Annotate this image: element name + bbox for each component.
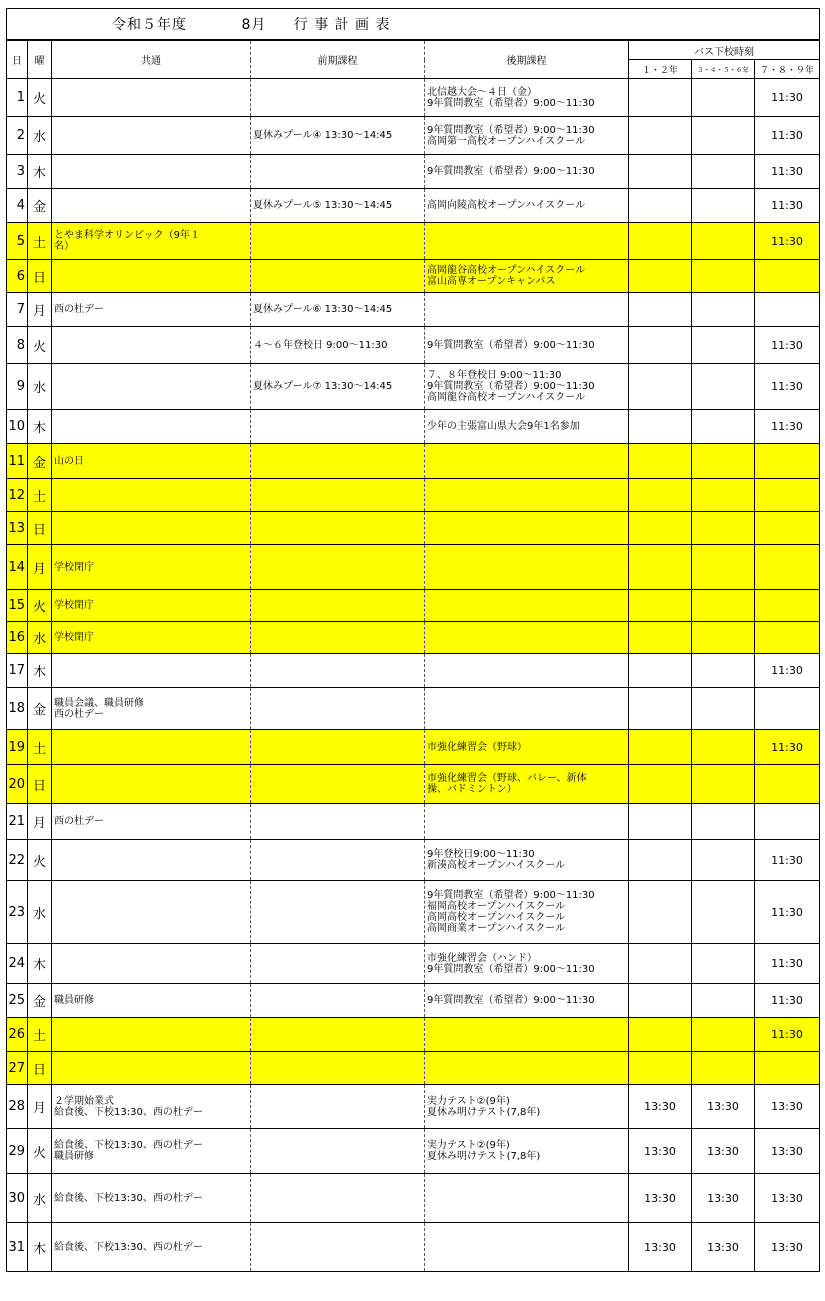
table-row [7, 688, 820, 730]
weekday-cell: 金 [28, 688, 52, 730]
bus-grade-7-9-cell: 11:30 [755, 327, 820, 364]
late-course-cell [425, 444, 629, 479]
day-cell: 1 [7, 79, 28, 117]
day-cell: 19 [7, 730, 28, 765]
weekday-cell: 火 [28, 1129, 52, 1174]
bus-grade-7-9-cell [755, 479, 820, 512]
weekday-cell: 日 [28, 765, 52, 804]
header-common: 共通 [52, 40, 251, 79]
table-row [7, 79, 820, 117]
bus-grade-7-9-cell: 13:30 [755, 1223, 820, 1272]
late-course-cell: 9年登校日9:00～11:30 新湊高校オープンハイスクール [425, 840, 629, 881]
early-course-cell: 夏休みプール④ 13:30～14:45 [251, 117, 425, 155]
early-course-cell [251, 260, 425, 293]
bus-grade-3-6-cell [692, 730, 755, 765]
table-row [7, 804, 820, 840]
weekday-cell: 金 [28, 189, 52, 223]
day-cell: 24 [7, 944, 28, 984]
bus-grade-7-9-cell: 13:30 [755, 1174, 820, 1223]
early-course-cell: 夏休みプール⑦ 13:30～14:45 [251, 364, 425, 410]
bus-grade-1-2-cell: 13:30 [629, 1129, 692, 1174]
early-course-cell [251, 1085, 425, 1129]
common-cell [52, 327, 251, 364]
table-row [7, 1052, 820, 1085]
bus-grade-3-6-cell [692, 984, 755, 1018]
bus-grade-7-9-cell: 11:30 [755, 944, 820, 984]
bus-grade-7-9-cell [755, 293, 820, 327]
early-course-cell: ４～６年登校日 9:00～11:30 [251, 327, 425, 364]
table-row [7, 984, 820, 1018]
day-cell: 12 [7, 479, 28, 512]
early-course-cell [251, 730, 425, 765]
bus-grade-1-2-cell [629, 364, 692, 410]
day-cell: 6 [7, 260, 28, 293]
bus-grade-1-2-cell [629, 293, 692, 327]
table-row [7, 1085, 820, 1129]
weekday-cell: 月 [28, 545, 52, 590]
table-row [7, 590, 820, 622]
early-course-cell [251, 479, 425, 512]
common-cell [52, 155, 251, 189]
bus-grade-1-2-cell [629, 155, 692, 189]
weekday-cell: 火 [28, 327, 52, 364]
header-bus-grade-3-6: ３・４・５・６年 [692, 60, 755, 79]
weekday-cell: 水 [28, 622, 52, 654]
early-course-cell [251, 984, 425, 1018]
table-row [7, 293, 820, 327]
bus-grade-7-9-cell [755, 444, 820, 479]
weekday-cell: 土 [28, 1018, 52, 1052]
late-course-cell: 市強化練習会（ハンド） 9年質問教室（希望者）9:00～11:30 [425, 944, 629, 984]
weekday-cell: 土 [28, 730, 52, 765]
table-row [7, 654, 820, 688]
bus-grade-7-9-cell [755, 622, 820, 654]
bus-grade-3-6-cell [692, 117, 755, 155]
weekday-cell: 木 [28, 1223, 52, 1272]
bus-grade-3-6-cell [692, 765, 755, 804]
bus-grade-3-6-cell [692, 364, 755, 410]
bus-grade-3-6-cell [692, 1018, 755, 1052]
common-cell: ２学期始業式 給食後、下校13:30、西の杜デー [52, 1085, 251, 1129]
early-course-cell [251, 654, 425, 688]
early-course-cell [251, 1018, 425, 1052]
weekday-cell: 木 [28, 654, 52, 688]
bus-grade-7-9-cell [755, 804, 820, 840]
early-course-cell [251, 1223, 425, 1272]
day-cell: 18 [7, 688, 28, 730]
bus-grade-1-2-cell [629, 410, 692, 444]
common-cell: 西の杜デー [52, 293, 251, 327]
late-course-cell [425, 512, 629, 545]
early-course-cell [251, 765, 425, 804]
common-cell [52, 79, 251, 117]
bus-grade-1-2-cell [629, 223, 692, 260]
late-course-cell: 9年質問教室（希望者）9:00～11:30 高岡第一高校オープンハイスクール [425, 117, 629, 155]
weekday-cell: 水 [28, 117, 52, 155]
late-course-cell: 高岡龍谷高校オープンハイスクール 富山高専オープンキャンパス [425, 260, 629, 293]
bus-grade-1-2-cell [629, 590, 692, 622]
day-cell: 26 [7, 1018, 28, 1052]
schedule-sheet [6, 8, 819, 1295]
weekday-cell: 日 [28, 1052, 52, 1085]
bus-grade-1-2-cell [629, 189, 692, 223]
header-early-course: 前期課程 [251, 40, 425, 79]
weekday-cell: 火 [28, 840, 52, 881]
weekday-cell: 水 [28, 881, 52, 944]
table-row [7, 1018, 820, 1052]
document-title: 令和５年度 8月 行 事 計 画 表 [112, 17, 391, 33]
bus-grade-3-6-cell [692, 260, 755, 293]
late-course-cell: 市強化練習会（野球） [425, 730, 629, 765]
weekday-cell: 月 [28, 804, 52, 840]
bus-grade-3-6-cell: 13:30 [692, 1223, 755, 1272]
day-cell: 20 [7, 765, 28, 804]
bus-grade-7-9-cell: 11:30 [755, 189, 820, 223]
bus-grade-3-6-cell [692, 512, 755, 545]
header-day: 日 [7, 40, 28, 79]
late-course-cell [425, 545, 629, 590]
header-late-course: 後期課程 [425, 40, 629, 79]
weekday-cell: 水 [28, 364, 52, 410]
late-course-cell: 高岡向陵高校オープンハイスクール [425, 189, 629, 223]
bus-grade-1-2-cell [629, 79, 692, 117]
bus-grade-1-2-cell [629, 117, 692, 155]
day-cell: 9 [7, 364, 28, 410]
early-course-cell [251, 1052, 425, 1085]
late-course-cell: 9年質問教室（希望者）9:00～11:30 [425, 327, 629, 364]
early-course-cell [251, 1174, 425, 1223]
weekday-cell: 月 [28, 1085, 52, 1129]
late-course-cell [425, 622, 629, 654]
late-course-cell [425, 688, 629, 730]
bus-grade-3-6-cell [692, 327, 755, 364]
table-row [7, 117, 820, 155]
common-cell [52, 654, 251, 688]
late-course-cell [425, 223, 629, 260]
early-course-cell [251, 688, 425, 730]
day-cell: 15 [7, 590, 28, 622]
early-course-cell [251, 444, 425, 479]
bus-grade-1-2-cell [629, 881, 692, 944]
late-course-cell [425, 1223, 629, 1272]
common-cell [52, 364, 251, 410]
bus-grade-7-9-cell: 13:30 [755, 1085, 820, 1129]
bus-grade-3-6-cell [692, 622, 755, 654]
bus-grade-3-6-cell [692, 1052, 755, 1085]
table-row [7, 260, 820, 293]
day-cell: 22 [7, 840, 28, 881]
late-course-cell: 北信越大会～４日（金） 9年質問教室（希望者）9:00～11:30 [425, 79, 629, 117]
bus-grade-3-6-cell [692, 545, 755, 590]
common-cell [52, 512, 251, 545]
early-course-cell [251, 944, 425, 984]
bus-grade-3-6-cell [692, 155, 755, 189]
late-course-cell [425, 479, 629, 512]
bus-grade-3-6-cell [692, 804, 755, 840]
table-row [7, 545, 820, 590]
bus-grade-7-9-cell: 11:30 [755, 117, 820, 155]
day-cell: 17 [7, 654, 28, 688]
bus-grade-3-6-cell [692, 688, 755, 730]
bus-grade-1-2-cell [629, 688, 692, 730]
weekday-cell: 火 [28, 79, 52, 117]
table-row [7, 479, 820, 512]
header-bus-grade-1-2: １・２年 [629, 60, 692, 79]
common-cell [52, 410, 251, 444]
bus-grade-3-6-cell [692, 479, 755, 512]
day-cell: 2 [7, 117, 28, 155]
common-cell: とやま科学オリンピック（9年１ 名） [52, 223, 251, 260]
weekday-cell: 木 [28, 944, 52, 984]
bus-grade-1-2-cell [629, 804, 692, 840]
early-course-cell: 夏休みプール⑥ 13:30～14:45 [251, 293, 425, 327]
early-course-cell [251, 840, 425, 881]
early-course-cell [251, 590, 425, 622]
common-cell [52, 881, 251, 944]
day-cell: 25 [7, 984, 28, 1018]
bus-grade-3-6-cell [692, 881, 755, 944]
late-course-cell: 9年質問教室（希望者）9:00～11:30 [425, 984, 629, 1018]
bus-grade-3-6-cell: 13:30 [692, 1174, 755, 1223]
common-cell [52, 1052, 251, 1085]
bus-grade-3-6-cell [692, 654, 755, 688]
day-cell: 10 [7, 410, 28, 444]
bus-grade-3-6-cell [692, 223, 755, 260]
day-cell: 21 [7, 804, 28, 840]
bus-grade-1-2-cell: 13:30 [629, 1085, 692, 1129]
schedule-table [6, 8, 820, 1272]
day-cell: 28 [7, 1085, 28, 1129]
bus-grade-1-2-cell [629, 545, 692, 590]
bus-grade-1-2-cell: 13:30 [629, 1174, 692, 1223]
bus-grade-3-6-cell [692, 944, 755, 984]
late-course-cell: 実力テスト②(9年) 夏休み明けテスト(7,8年) [425, 1129, 629, 1174]
day-cell: 5 [7, 223, 28, 260]
common-cell: 給食後、下校13:30、西の杜デー [52, 1223, 251, 1272]
common-cell: 山の日 [52, 444, 251, 479]
bus-grade-3-6-cell [692, 590, 755, 622]
bus-grade-7-9-cell [755, 688, 820, 730]
bus-grade-7-9-cell: 11:30 [755, 1018, 820, 1052]
table-row [7, 765, 820, 804]
bus-grade-7-9-cell: 11:30 [755, 881, 820, 944]
bus-grade-7-9-cell [755, 765, 820, 804]
weekday-cell: 土 [28, 479, 52, 512]
late-course-cell [425, 1018, 629, 1052]
bus-grade-1-2-cell [629, 1052, 692, 1085]
bus-grade-1-2-cell [629, 444, 692, 479]
common-cell [52, 944, 251, 984]
day-cell: 7 [7, 293, 28, 327]
late-course-cell: 少年の主張富山県大会9年1名参加 [425, 410, 629, 444]
table-row [7, 512, 820, 545]
bus-grade-1-2-cell [629, 622, 692, 654]
day-cell: 4 [7, 189, 28, 223]
bus-grade-7-9-cell: 11:30 [755, 730, 820, 765]
late-course-cell: 市強化練習会（野球、バレー、新体 操、バドミントン） [425, 765, 629, 804]
day-cell: 3 [7, 155, 28, 189]
table-row [7, 223, 820, 260]
bus-grade-3-6-cell [692, 840, 755, 881]
early-course-cell [251, 223, 425, 260]
weekday-cell: 水 [28, 1174, 52, 1223]
bus-grade-7-9-cell: 11:30 [755, 984, 820, 1018]
common-cell: 給食後、下校13:30、西の杜デー [52, 1174, 251, 1223]
weekday-cell: 金 [28, 984, 52, 1018]
table-row [7, 1174, 820, 1223]
day-cell: 8 [7, 327, 28, 364]
late-course-cell [425, 804, 629, 840]
bus-grade-3-6-cell [692, 444, 755, 479]
table-row [7, 364, 820, 410]
day-cell: 30 [7, 1174, 28, 1223]
bus-grade-7-9-cell: 11:30 [755, 410, 820, 444]
bus-grade-1-2-cell [629, 984, 692, 1018]
weekday-cell: 日 [28, 512, 52, 545]
common-cell [52, 479, 251, 512]
table-row [7, 730, 820, 765]
table-row [7, 155, 820, 189]
common-cell [52, 840, 251, 881]
table-row [7, 881, 820, 944]
common-cell [52, 1018, 251, 1052]
day-cell: 11 [7, 444, 28, 479]
early-course-cell [251, 1129, 425, 1174]
early-course-cell [251, 545, 425, 590]
bus-grade-1-2-cell [629, 1018, 692, 1052]
bus-grade-1-2-cell [629, 840, 692, 881]
weekday-cell: 木 [28, 410, 52, 444]
late-course-cell [425, 293, 629, 327]
early-course-cell [251, 410, 425, 444]
day-cell: 16 [7, 622, 28, 654]
weekday-cell: 月 [28, 293, 52, 327]
weekday-cell: 火 [28, 590, 52, 622]
common-cell [52, 260, 251, 293]
common-cell: 給食後、下校13:30、西の杜デー 職員研修 [52, 1129, 251, 1174]
common-cell [52, 189, 251, 223]
early-course-cell [251, 622, 425, 654]
common-cell [52, 765, 251, 804]
common-cell: 学校閉庁 [52, 545, 251, 590]
late-course-cell [425, 1052, 629, 1085]
table-row [7, 327, 820, 364]
table-row [7, 840, 820, 881]
bus-grade-7-9-cell [755, 590, 820, 622]
bus-grade-3-6-cell: 13:30 [692, 1085, 755, 1129]
weekday-cell: 日 [28, 260, 52, 293]
common-cell [52, 117, 251, 155]
early-course-cell [251, 79, 425, 117]
bus-grade-1-2-cell [629, 765, 692, 804]
bus-grade-3-6-cell [692, 410, 755, 444]
bus-grade-7-9-cell: 11:30 [755, 654, 820, 688]
bus-grade-1-2-cell [629, 944, 692, 984]
common-cell: 職員会議、職員研修 西の杜デー [52, 688, 251, 730]
bus-grade-7-9-cell [755, 260, 820, 293]
common-cell: 学校閉庁 [52, 622, 251, 654]
early-course-cell [251, 155, 425, 189]
title-bar [7, 9, 820, 41]
common-cell: 西の杜デー [52, 804, 251, 840]
bus-grade-1-2-cell [629, 512, 692, 545]
late-course-cell: 9年質問教室（希望者）9:00～11:30 福岡高校オープンハイスクール 高岡高校オープンハイスクール 高岡商業オープンハイスクール [425, 881, 629, 944]
bus-grade-1-2-cell [629, 327, 692, 364]
bus-grade-7-9-cell: 11:30 [755, 364, 820, 410]
early-course-cell [251, 881, 425, 944]
weekday-cell: 土 [28, 223, 52, 260]
bus-grade-7-9-cell: 11:30 [755, 79, 820, 117]
bus-grade-3-6-cell [692, 189, 755, 223]
early-course-cell [251, 804, 425, 840]
early-course-cell [251, 512, 425, 545]
table-row [7, 444, 820, 479]
day-cell: 23 [7, 881, 28, 944]
header-bus-grade-7-9: ７・８・９年 [755, 60, 820, 79]
late-course-cell: ７、８年登校日 9:00～11:30 9年質問教室（希望者）9:00～11:30 高岡龍谷高校オープンハイスクール [425, 364, 629, 410]
header-bus-times: バス下校時刻 [629, 40, 820, 60]
bus-grade-7-9-cell: 11:30 [755, 223, 820, 260]
bus-grade-3-6-cell: 13:30 [692, 1129, 755, 1174]
weekday-cell: 金 [28, 444, 52, 479]
table-row [7, 1223, 820, 1272]
bus-grade-1-2-cell [629, 654, 692, 688]
bus-grade-3-6-cell [692, 293, 755, 327]
bus-grade-3-6-cell [692, 79, 755, 117]
bus-grade-1-2-cell [629, 479, 692, 512]
day-cell: 27 [7, 1052, 28, 1085]
common-cell: 学校閉庁 [52, 590, 251, 622]
late-course-cell [425, 654, 629, 688]
table-row [7, 622, 820, 654]
day-cell: 29 [7, 1129, 28, 1174]
late-course-cell [425, 590, 629, 622]
schedule-body [7, 79, 820, 1272]
table-row [7, 410, 820, 444]
table-row [7, 1129, 820, 1174]
weekday-cell: 木 [28, 155, 52, 189]
table-row [7, 944, 820, 984]
early-course-cell: 夏休みプール⑤ 13:30～14:45 [251, 189, 425, 223]
header-weekday: 曜 [28, 40, 52, 79]
late-course-cell [425, 1174, 629, 1223]
late-course-cell: 実力テスト②(9年) 夏休み明けテスト(7,8年) [425, 1085, 629, 1129]
day-cell: 14 [7, 545, 28, 590]
table-row [7, 189, 820, 223]
bus-grade-7-9-cell: 11:30 [755, 840, 820, 881]
bus-grade-7-9-cell: 11:30 [755, 155, 820, 189]
bus-grade-1-2-cell [629, 730, 692, 765]
bus-grade-7-9-cell [755, 545, 820, 590]
common-cell: 職員研修 [52, 984, 251, 1018]
day-cell: 31 [7, 1223, 28, 1272]
bus-grade-1-2-cell [629, 260, 692, 293]
common-cell [52, 730, 251, 765]
late-course-cell: 9年質問教室（希望者）9:00～11:30 [425, 155, 629, 189]
bus-grade-1-2-cell: 13:30 [629, 1223, 692, 1272]
bus-grade-7-9-cell [755, 1052, 820, 1085]
bus-grade-7-9-cell: 13:30 [755, 1129, 820, 1174]
bus-grade-7-9-cell [755, 512, 820, 545]
day-cell: 13 [7, 512, 28, 545]
